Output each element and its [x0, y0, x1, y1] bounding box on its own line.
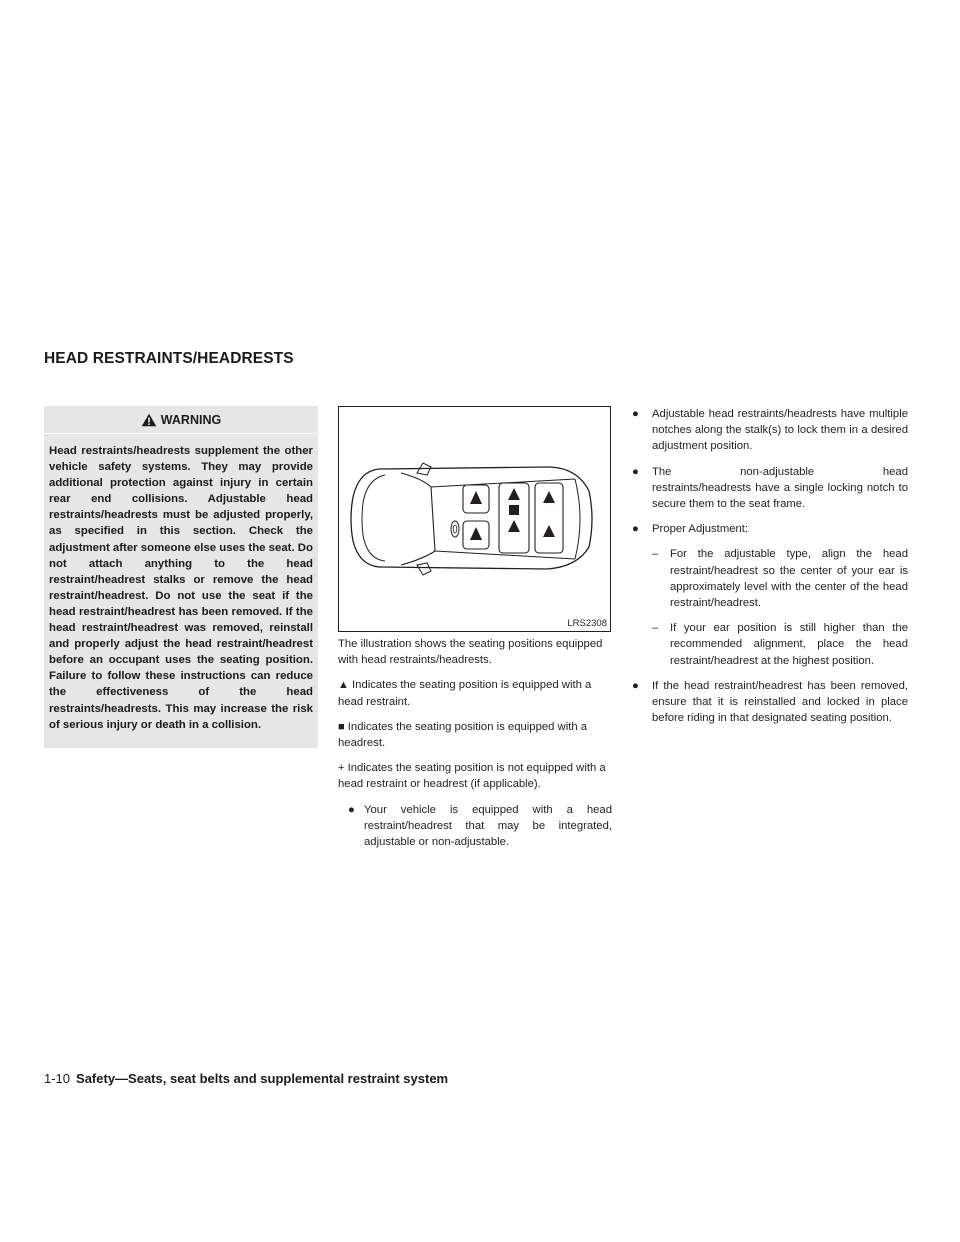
- section-title: HEAD RESTRAINTS/HEADRESTS: [44, 350, 294, 367]
- page-footer: [44, 1071, 448, 1086]
- bullet-text: Proper Adjustment:: [652, 523, 749, 536]
- sub-item-text: For the adjustable type, align the head restraint/headrest so the center of your ear is approximately level with the center of the head restraint/headrest.: [670, 548, 908, 610]
- bullet-text: Adjustable head restraints/headrests have multiple notches along the stalk(s) to lock them in a desired adjustment position.: [652, 408, 908, 453]
- bullet-icon: ●: [348, 803, 355, 816]
- list-item: [338, 802, 612, 851]
- legend-text: Indicates the seating position is equipped with a head restraint.: [338, 679, 592, 708]
- bullet-text: If the head restraint/headrest has been removed, ensure that it is reinstalled and locked in place before riding in that designated seating position.: [652, 679, 908, 725]
- square-icon: ■: [338, 720, 345, 733]
- bullet-icon: ●: [632, 465, 639, 478]
- dash-icon: –: [652, 622, 659, 635]
- list-item: [632, 521, 908, 537]
- bullet-icon: ●: [632, 679, 639, 692]
- bullet-text: Your vehicle is equipped with a head restraint/headrest that may be integrated, adjustable or non-adjustable.: [364, 803, 612, 849]
- warning-header: [44, 406, 318, 434]
- list-item: [632, 678, 908, 727]
- warning-box: [44, 406, 318, 748]
- bullet-text: restraints/headrests have a single locking notch to secure them to the seat frame.: [652, 481, 908, 511]
- legend-item-headrest: [338, 719, 612, 751]
- page-number: 1-10: [44, 1071, 71, 1086]
- right-column: [632, 406, 908, 735]
- warning-triangle-icon: [141, 413, 157, 427]
- legend-item-not-equipped: [338, 760, 612, 792]
- chapter-title: Safety—Seats, seat belts and supplemental restraint system: [76, 1071, 449, 1086]
- legend-text: Indicates the seating position is not equipped with a head restraint or headrest (if applicable).: [338, 762, 606, 791]
- warning-heading: WARNING: [160, 412, 222, 427]
- list-item: [632, 406, 908, 455]
- middle-column: [338, 636, 612, 850]
- dash-icon: –: [652, 548, 659, 561]
- seating-illustration: [338, 406, 611, 632]
- triangle-icon: ▲: [338, 679, 349, 692]
- legend-text: Indicates the seating position is equipped with a headrest.: [338, 720, 588, 750]
- sub-list-item: [632, 620, 908, 669]
- vehicle-top-view-illustration: [339, 407, 610, 631]
- bullet-icon: ●: [632, 408, 639, 420]
- plus-icon: +: [338, 762, 345, 775]
- figure-code: LRS2308: [567, 618, 607, 629]
- sub-item-text: If your ear position is still higher than the recommended alignment, place the head restraint/headrest at the highest position.: [670, 622, 908, 667]
- legend-item-head-restraint: [338, 677, 612, 709]
- warning-text: Head restraints/headrests supplement the other vehicle safety systems. They may provide additional protection against injury in certain rear end collisions. Adjustable head restraints/headrests must be adjusted properly, as specified in this section. Check the adjustment after someone else uses the seat. Do not attach anything to the head restraint/headrest stalks or remove the head restraint/headrest. Do not use the seat if the head restraint/headrest has been removed. If the head restraint/headrest was removed, reinstall and properly adjust the head restraint/headrest before an occupant uses the seating position. Failure to follow these instructions can reduce the effectiveness of the head restraints/headrests. This may increase the risk of serious injury or death in a collision.: [49, 445, 313, 731]
- figure-caption: The illustration shows the seating positions equipped with head restraints/headrests.: [338, 638, 603, 667]
- bullet-text-line: The non-adjustable head: [652, 465, 908, 478]
- list-item: [632, 464, 908, 513]
- bullet-icon: ●: [632, 523, 639, 536]
- sub-list-item: [632, 546, 908, 611]
